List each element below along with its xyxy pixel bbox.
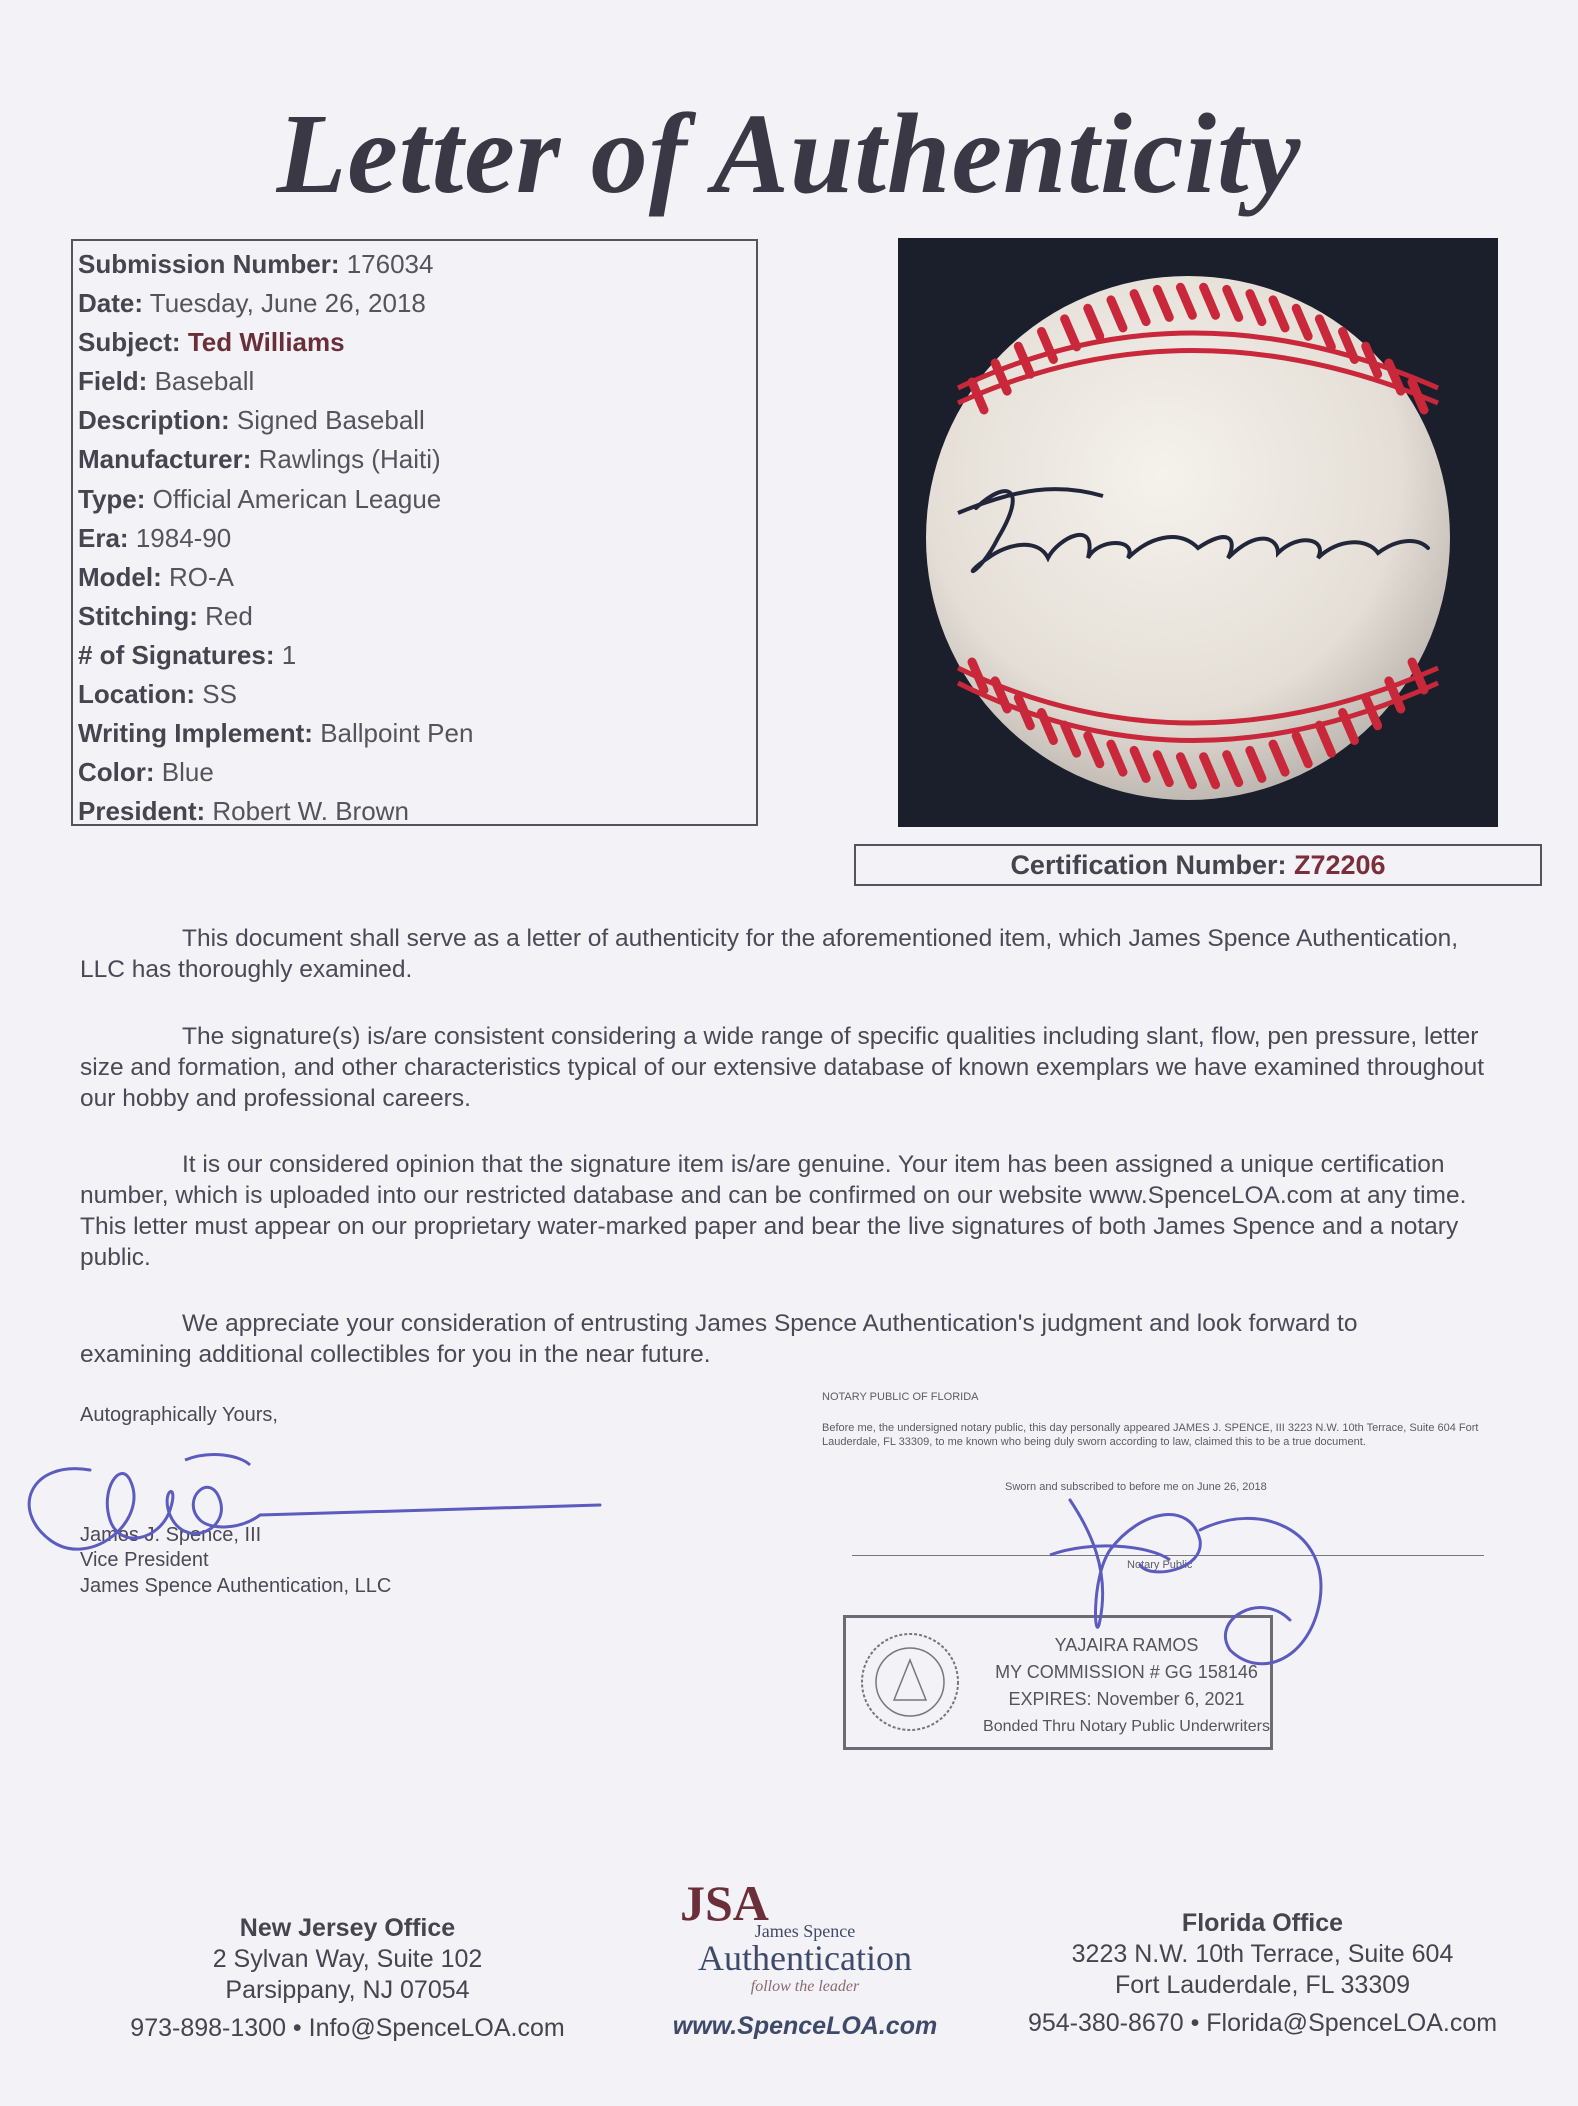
detail-row bbox=[78, 362, 756, 401]
nj-office-line1: 2 Sylvan Way, Suite 102 bbox=[212, 1945, 483, 1973]
nj-office bbox=[90, 1913, 605, 2044]
detail-row bbox=[78, 675, 756, 714]
detail-row bbox=[78, 792, 756, 831]
detail-value: 176034 bbox=[346, 249, 434, 279]
detail-label: Location: bbox=[78, 679, 195, 710]
detail-row bbox=[78, 714, 756, 753]
jsa-logo bbox=[640, 1875, 970, 2041]
detail-value: Baseball bbox=[154, 366, 255, 397]
detail-label: Submission Number: bbox=[78, 249, 340, 279]
detail-value: Official American League bbox=[152, 483, 442, 514]
stamp-commission: MY COMMISSION # GG 158146 bbox=[995, 1662, 1258, 1682]
fl-office-line2: Fort Lauderdale, FL 33309 bbox=[1114, 1971, 1411, 1999]
nj-office-contact: 973-898-1300 • Info@SpenceLOA.com bbox=[130, 2014, 565, 2042]
detail-value: Rawlings (Haiti) bbox=[258, 444, 441, 475]
jsa-tagline: follow the leader bbox=[750, 1978, 860, 1995]
detail-row bbox=[78, 558, 756, 597]
detail-value: Tuesday, June 26, 2018 bbox=[149, 288, 426, 319]
signer-role: Vice President bbox=[80, 1549, 209, 1571]
nj-office-name: New Jersey Office bbox=[239, 1914, 456, 1942]
detail-label: Manufacturer: bbox=[78, 444, 252, 475]
paragraph-2: The signature(s) is/are consistent considering a wide range of specific qualities including slant, flow, pen pressure, letter size and formation, and other characteristics typical of our extensive database of known exemplars we have examined throughout our hobby and professional careers. bbox=[80, 1023, 1485, 1112]
detail-row bbox=[78, 284, 756, 323]
detail-value: 1 bbox=[281, 639, 297, 670]
fl-office-contact: 954-380-8670 • Florida@SpenceLOA.com bbox=[1027, 2009, 1498, 2037]
detail-label: President: bbox=[78, 796, 206, 827]
stamp-bonded: Bonded Thru Notary Public Underwriters bbox=[983, 1718, 1270, 1735]
detail-row bbox=[78, 323, 756, 362]
detail-label: Stitching: bbox=[78, 600, 198, 631]
detail-label: Field: bbox=[78, 366, 148, 397]
detail-value: RO-A bbox=[169, 561, 234, 592]
paragraph-1: This document shall serve as a letter of authenticity for the aforementioned item, which James Spence Authentication, LLC has thoroughly examined. bbox=[80, 925, 1459, 983]
notary-signature bbox=[1030, 1470, 1370, 1690]
detail-value: Ted Williams bbox=[187, 327, 345, 358]
detail-row bbox=[78, 753, 756, 792]
spence-signature bbox=[10, 1420, 610, 1570]
detail-label: Model: bbox=[78, 561, 162, 592]
baseball-image bbox=[898, 238, 1498, 827]
detail-row bbox=[78, 597, 756, 636]
detail-label: Type: bbox=[78, 483, 146, 514]
detail-label: Date: bbox=[78, 288, 144, 319]
detail-value: SS bbox=[202, 679, 237, 710]
fl-office-line1: 3223 N.W. 10th Terrace, Suite 604 bbox=[1071, 1940, 1454, 1968]
fl-office-name: Florida Office bbox=[1181, 1909, 1344, 1937]
certification-number-box bbox=[854, 844, 1542, 886]
notary-sworn: Sworn and subscribed to before me on June 26, 2018 bbox=[1005, 1481, 1267, 1493]
detail-label: Era: bbox=[78, 522, 129, 553]
notary-seal-icon bbox=[854, 1630, 966, 1735]
details-box bbox=[71, 239, 758, 826]
detail-row bbox=[78, 401, 756, 440]
detail-row bbox=[78, 636, 756, 675]
signer-company: James Spence Authentication, LLC bbox=[80, 1575, 392, 1597]
stamp-expires: EXPIRES: November 6, 2021 bbox=[1008, 1689, 1245, 1709]
jsa-sub: James Spence bbox=[754, 1921, 856, 1941]
detail-value: Blue bbox=[161, 757, 214, 788]
detail-row bbox=[78, 245, 756, 284]
fl-office bbox=[975, 1908, 1550, 2039]
stamp-name: YAJAIRA RAMOS bbox=[1054, 1635, 1199, 1655]
notary-heading: NOTARY PUBLIC OF FLORIDA bbox=[822, 1391, 979, 1403]
detail-value: Ballpoint Pen bbox=[320, 718, 474, 749]
notary-line-label: Notary Public bbox=[1127, 1559, 1193, 1571]
detail-row bbox=[78, 519, 756, 558]
detail-value: 1984-90 bbox=[135, 522, 232, 553]
certification-label: Certification Number: bbox=[1010, 850, 1287, 880]
detail-label: Description: bbox=[78, 405, 230, 436]
detail-label: Color: bbox=[78, 757, 155, 788]
page-title: Letter of Authenticity bbox=[276, 90, 1302, 217]
signer-name: James J. Spence, III bbox=[80, 1524, 262, 1546]
detail-label: Writing Implement: bbox=[78, 718, 313, 749]
closing-salutation: Autographically Yours, bbox=[80, 1404, 278, 1426]
baseball-photo bbox=[898, 238, 1498, 827]
stitch bbox=[1412, 662, 1424, 690]
paragraph-3: It is our considered opinion that the signature item is/are genuine. Your item has been assigned a unique certification number, which is uploaded into our restricted database and can be confirmed on our website www.SpenceLOA.com at any time. This letter must appear on our proprietary water-marked paper and bear the live signatures of both James Spence and a notary public. bbox=[80, 1151, 1467, 1271]
jsa-word: Authentication bbox=[698, 1938, 912, 1978]
detail-row bbox=[78, 440, 756, 479]
detail-value: Robert W. Brown bbox=[212, 796, 409, 827]
nj-office-line2: Parsippany, NJ 07054 bbox=[225, 1976, 470, 2004]
paragraph-4: We appreciate your consideration of entrusting James Spence Authentication's judgment and look forward to examining additional collectibles for you in the near future. bbox=[80, 1310, 1358, 1368]
detail-value: Red bbox=[205, 600, 253, 631]
detail-value: Signed Baseball bbox=[236, 405, 425, 436]
detail-label: Subject: bbox=[78, 327, 181, 358]
notary-body: Before me, the undersigned notary public, this day personally appeared JAMES J. SPENCE, III 3223 N.W. 10th Terrace, Suite 604 Fort Lauderdale, FL 33309, to me known who being duly sworn according to law, claimed this to be a true document. bbox=[822, 1422, 1479, 1448]
detail-row bbox=[78, 480, 756, 519]
jsa-url: www.SpenceLOA.com bbox=[672, 2012, 938, 2040]
certification-number: Z72206 bbox=[1293, 850, 1386, 880]
jsa-mark: JSA bbox=[680, 1875, 769, 1931]
detail-label: # of Signatures: bbox=[78, 639, 275, 670]
